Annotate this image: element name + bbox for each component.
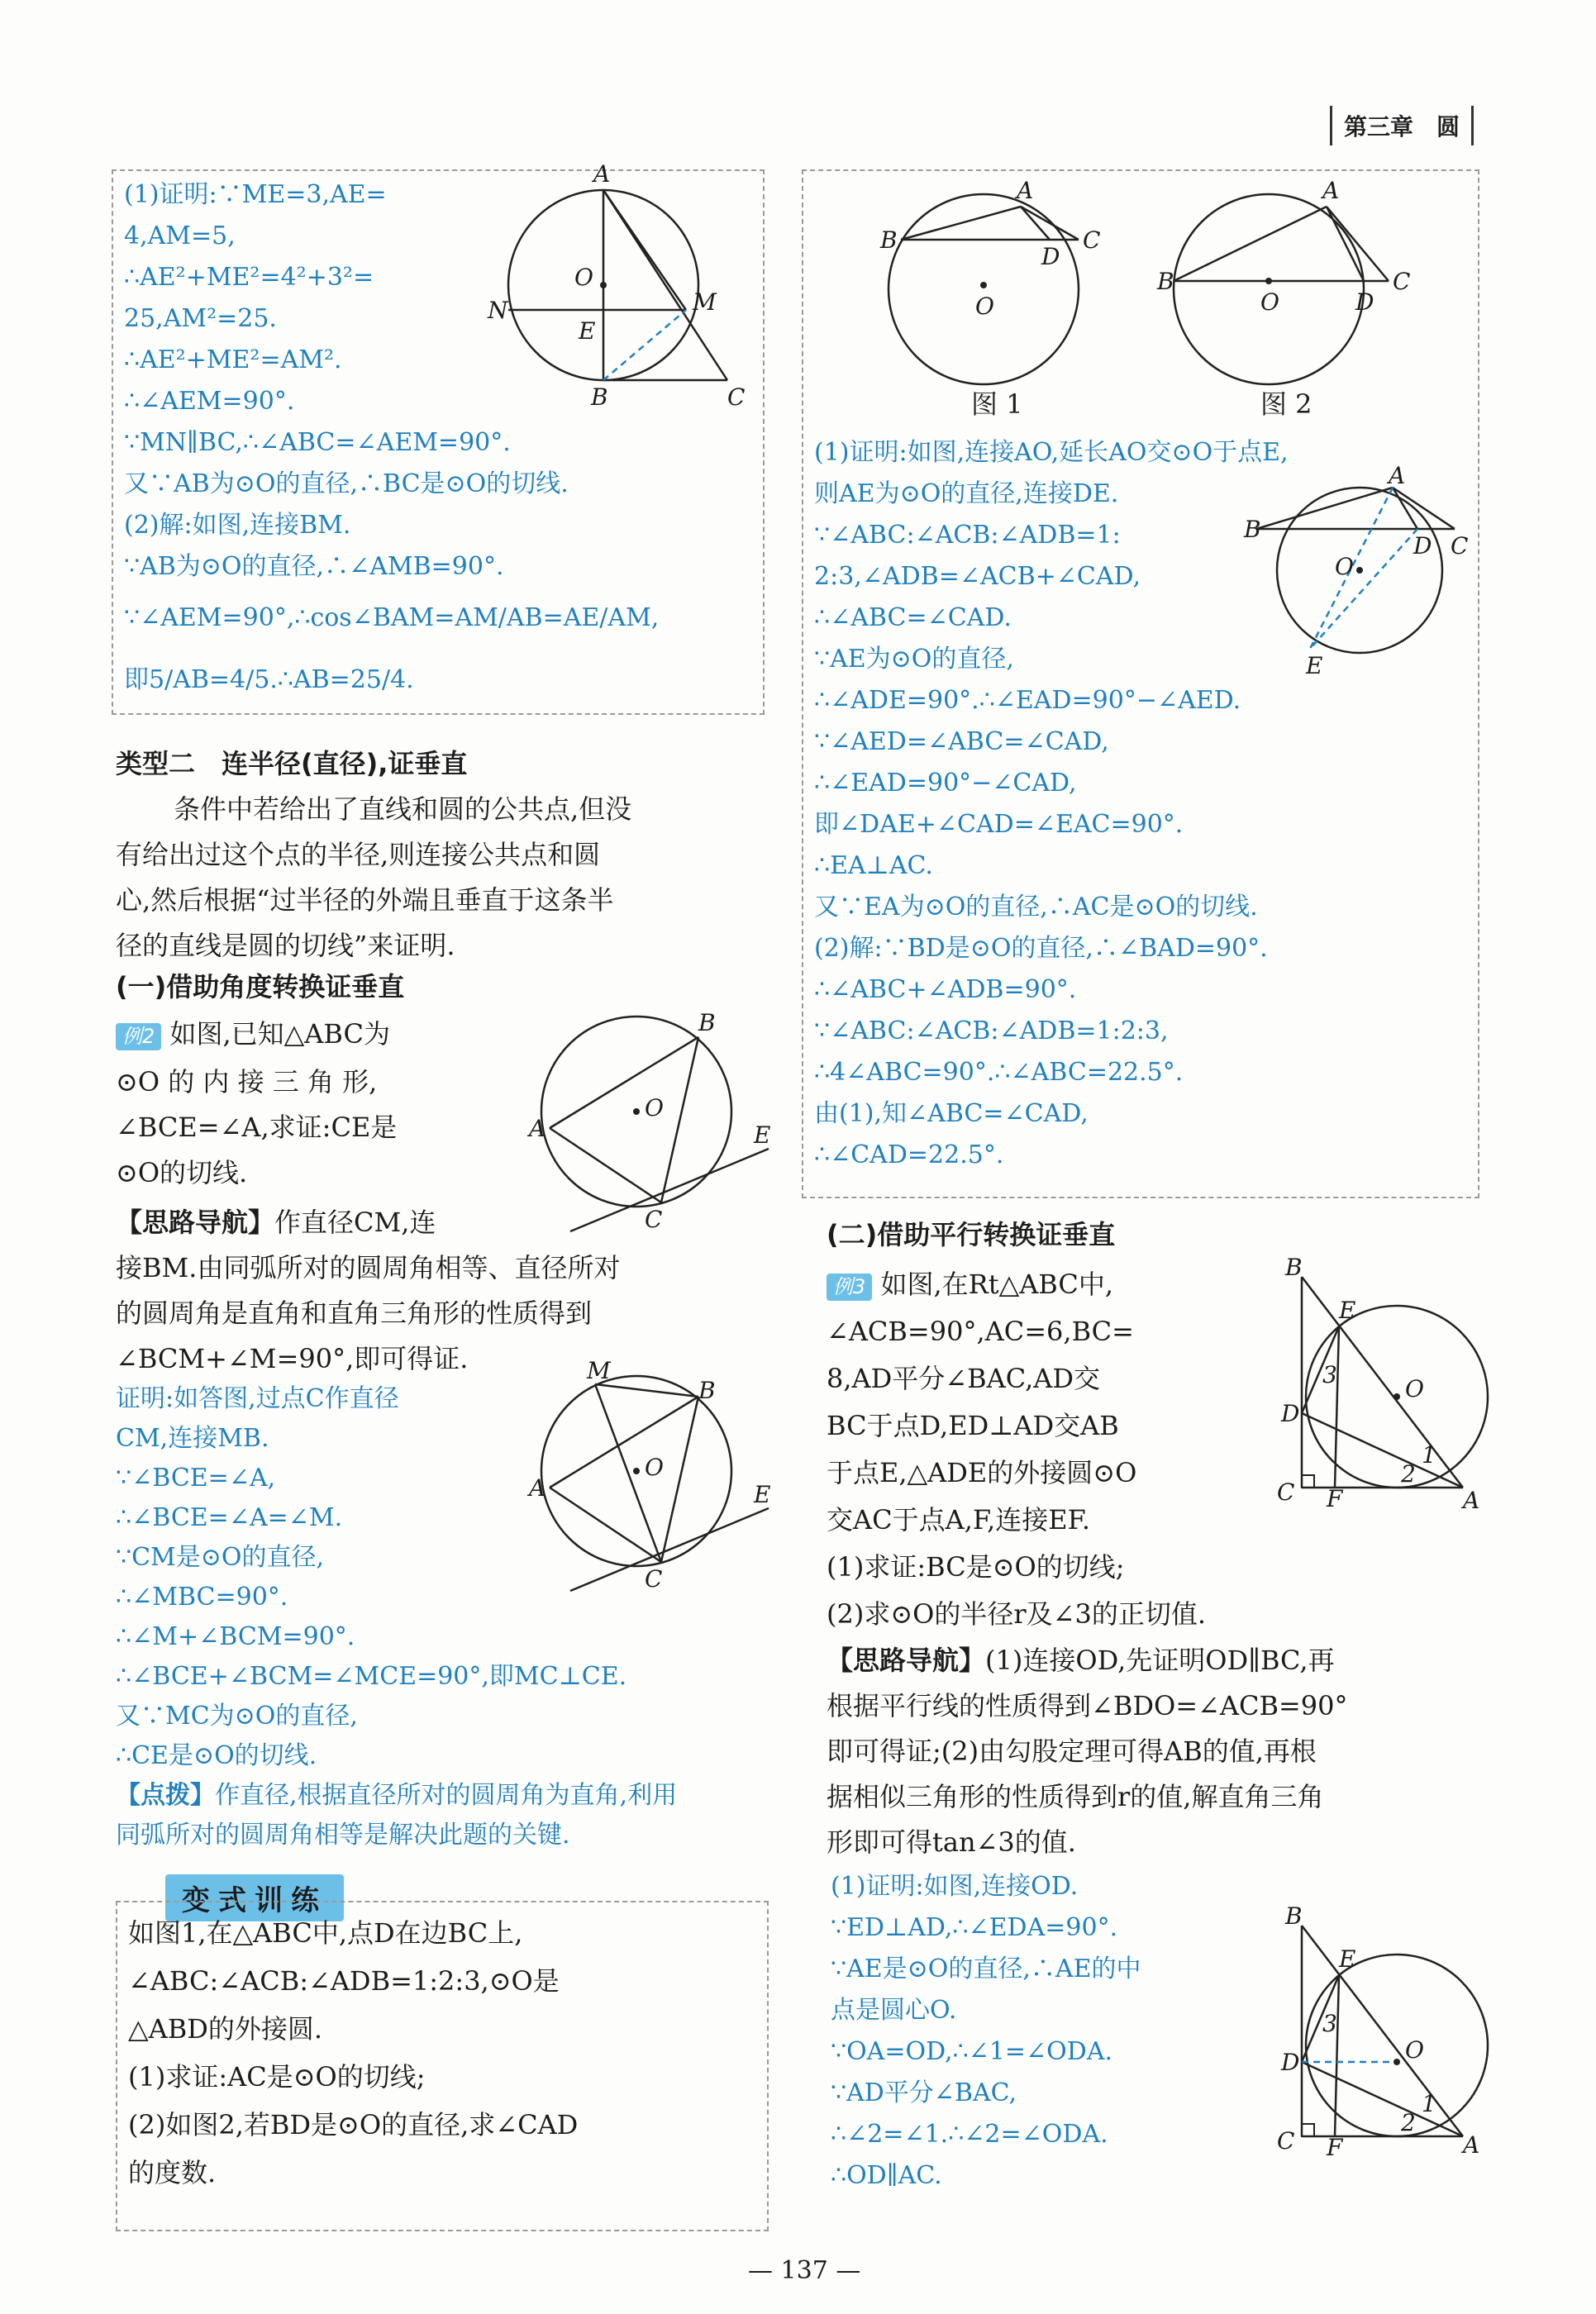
svg-text:D: D: [1355, 288, 1374, 316]
svg-text:E: E: [754, 1481, 771, 1508]
svg-text:A: A: [1463, 2131, 1480, 2159]
svg-text:2: 2: [1401, 2109, 1416, 2136]
example-3-hint-line-2: 根据平行线的性质得到∠BDO=∠ACB=90°: [827, 1690, 1348, 1721]
svg-text:C: C: [645, 1206, 663, 1233]
figure-1-caption: 图 1: [971, 388, 1023, 420]
svg-text:A: A: [529, 1115, 546, 1142]
svg-text:C: C: [1083, 226, 1101, 254]
example-2-tip-line-1: 【点拨】作直径,根据直径所对的圆周角为直角,利用: [116, 1781, 678, 1810]
example-2-tag: 例2: [116, 1023, 161, 1050]
example-2-line-2: ⊙O 的 内 接 三 角 形,: [116, 1066, 378, 1097]
svg-text:F: F: [1327, 2134, 1343, 2161]
example-3-line-2: ∠ACB=90°,AC=6,BC=: [827, 1316, 1134, 1347]
svg-text:E: E: [754, 1121, 771, 1149]
example-3-hint-line-4: 据相似三角形的性质得到r的值,解直角三角: [827, 1781, 1324, 1812]
svg-text:O: O: [975, 293, 994, 320]
example-2-tip-line-2: 同弧所对的圆周角相等是解决此题的关键.: [116, 1821, 570, 1850]
svg-text:E: E: [1306, 652, 1323, 679]
svg-text:A: A: [1017, 177, 1034, 204]
svg-text:B: B: [880, 226, 898, 254]
svg-text:O: O: [1405, 2036, 1424, 2064]
circle-figure-aem: [488, 160, 760, 411]
svg-text:B: B: [698, 1377, 716, 1404]
svg-text:C: C: [727, 383, 746, 411]
chapter-header: 第三章 圆: [1330, 106, 1474, 145]
svg-text:C: C: [1277, 1478, 1295, 1506]
circle-figure-example-2-answer: [521, 1357, 785, 1593]
svg-text:B: B: [1244, 516, 1261, 543]
figure-1: [876, 177, 1124, 397]
subsection-parallel-title: (二)借助平行转换证垂直: [827, 1219, 1116, 1250]
example-2-hint-line-4: ∠BCM+∠M=90°,即可得证.: [116, 1343, 469, 1374]
example-3-tag: 例3: [827, 1274, 872, 1301]
svg-text:2: 2: [1401, 1460, 1416, 1488]
svg-text:A: A: [1463, 1487, 1480, 1514]
example-2-line-4: ⊙O的切线.: [116, 1157, 248, 1188]
svg-text:E: E: [1339, 1945, 1356, 1973]
svg-text:D: D: [1281, 2049, 1300, 2076]
svg-text:D: D: [1413, 532, 1432, 559]
svg-text:A: A: [529, 1474, 546, 1502]
svg-text:C: C: [1451, 532, 1469, 559]
svg-text:1: 1: [1422, 1441, 1436, 1469]
svg-text:C: C: [645, 1565, 663, 1593]
example-3-line-6: 交AC于点A,F,连接EF.: [827, 1504, 1091, 1536]
svg-text:O: O: [1335, 553, 1354, 580]
example-2-hint-line-2: 接BM.由同弧所对的圆周角相等、直径所对: [116, 1252, 621, 1283]
svg-text:B: B: [1157, 268, 1174, 295]
variant-training-title: 变式训练: [165, 1874, 344, 1921]
page-number: — 137 —: [748, 2256, 861, 2285]
example-3-hint-line-5: 形即可得tan∠3的值.: [827, 1826, 1076, 1858]
example-3-hint-line-1: 【思路导航】(1)连接OD,先证明OD∥BC,再: [827, 1645, 1335, 1676]
svg-text:N: N: [488, 297, 508, 324]
example-3-line-3: 8,AD平分∠BAC,AD交: [827, 1363, 1101, 1394]
svg-text:B: B: [1285, 1902, 1303, 1930]
example-2-line-3: ∠BCE=∠A,求证:CE是: [116, 1112, 398, 1143]
svg-text:O: O: [574, 264, 593, 291]
svg-text:F: F: [1327, 1485, 1343, 1512]
example-3-answer-figure: [1265, 1893, 1504, 2161]
svg-text:A: A: [1322, 177, 1340, 204]
example-3-line-7: (1)求证:BC是⊙O的切线;: [827, 1551, 1125, 1583]
svg-text:3: 3: [1322, 2010, 1337, 2037]
svg-text:C: C: [1277, 2127, 1295, 2154]
section-type-two-title: 类型二 连半径(直径),证垂直: [116, 748, 468, 779]
svg-text:1: 1: [1422, 2090, 1436, 2117]
example-3-line-5: 于点E,△ADE的外接圆⊙O: [827, 1457, 1137, 1488]
svg-text:M: M: [693, 288, 717, 316]
subsection-angle-title: (一)借助角度转换证垂直: [116, 971, 405, 1002]
svg-text:O: O: [645, 1094, 664, 1121]
svg-text:B: B: [698, 1009, 716, 1036]
example-3-line-4: BC于点D,ED⊥AD交AB: [827, 1410, 1119, 1441]
svg-text:3: 3: [1322, 1361, 1337, 1388]
svg-text:D: D: [1281, 1400, 1300, 1427]
svg-text:O: O: [645, 1454, 664, 1481]
svg-text:O: O: [1405, 1375, 1424, 1402]
figure-2-caption: 图 2: [1260, 388, 1313, 420]
example-2-hint-line-3: 的圆周角是直角和直角三角形的性质得到: [116, 1297, 593, 1329]
svg-text:M: M: [587, 1357, 611, 1384]
example-3-hint-line-3: 即可得证;(2)由勾股定理可得AB的值,再根: [827, 1736, 1317, 1767]
circle-figure-example-2: [521, 1004, 785, 1233]
example-3-line-1: 例3 如图,在Rt△ABC中,: [827, 1269, 1113, 1301]
svg-text:A: A: [1389, 462, 1406, 489]
example-2-line-1: 例2 如图,已知△ABC为: [116, 1018, 390, 1050]
svg-text:A: A: [593, 160, 611, 188]
svg-text:E: E: [579, 317, 596, 345]
svg-text:E: E: [1339, 1297, 1356, 1324]
figure-2: [1157, 177, 1426, 397]
svg-text:O: O: [1260, 288, 1279, 316]
svg-text:B: B: [1285, 1254, 1303, 1281]
example-3-line-8: (2)求⊙O的半径r及∠3的正切值.: [827, 1598, 1207, 1630]
svg-text:C: C: [1393, 268, 1411, 295]
svg-text:B: B: [591, 383, 608, 411]
example-2-hint-line-1: 【思路导航】作直径CM,连: [116, 1207, 436, 1238]
example-3-figure: [1265, 1254, 1504, 1514]
svg-text:D: D: [1041, 243, 1060, 270]
right-proof-figure: [1244, 462, 1471, 679]
